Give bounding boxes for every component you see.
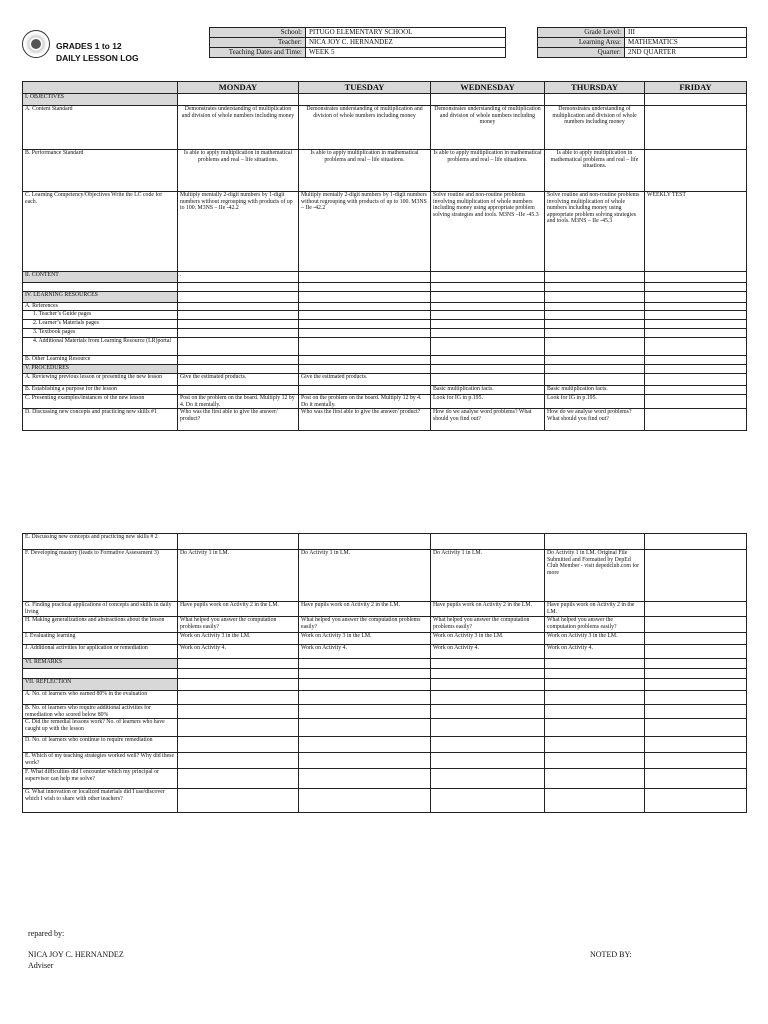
- lesson-row: [23, 106, 747, 150]
- cell-tuesday: [299, 272, 431, 283]
- cell-thursday: Have pupils work on Activity 2 in the LM.: [545, 602, 645, 617]
- row-label: VII. REFLECTION: [23, 679, 178, 691]
- cell-thursday: Is able to apply multiplication in mathematical problems and real – life situations.: [545, 150, 645, 192]
- title-line1: GRADES 1 to 12: [56, 41, 122, 51]
- row-label: J. Additional activities for application or remediation: [23, 645, 178, 659]
- cell-friday: [645, 106, 747, 150]
- cell-monday: [178, 292, 299, 303]
- cell-tuesday: [299, 320, 431, 329]
- row-label: H. Making generalizations and abstractions about the lesson: [23, 617, 178, 633]
- lesson-log-table-part1: [22, 81, 747, 431]
- cell-monday: [178, 737, 299, 753]
- cell-thursday: [545, 320, 645, 329]
- log-title: [56, 40, 139, 64]
- row-label: I. Evaluating learning: [23, 633, 178, 645]
- cell-tuesday: [299, 737, 431, 753]
- lesson-row: [23, 550, 747, 602]
- row-label: A. References: [23, 303, 178, 311]
- corner-cell: [23, 82, 178, 94]
- cell-friday: [645, 311, 747, 320]
- row-label: 2. Learner’s Materials pages: [23, 320, 178, 329]
- cell-thursday: [545, 356, 645, 365]
- cell-thursday: [545, 94, 645, 106]
- lesson-row: [23, 386, 747, 395]
- cell-wednesday: Demonstrates understanding of multiplication and division of whole numbers including money: [431, 106, 545, 150]
- cell-tuesday: [299, 94, 431, 106]
- cell-friday: [645, 272, 747, 283]
- cell-tuesday: [299, 303, 431, 311]
- dates-value: WEEK 5: [306, 48, 506, 58]
- row-label: IV. LEARNING RESOURCES: [23, 292, 178, 303]
- cell-wednesday: [431, 272, 545, 283]
- cell-wednesday: [431, 679, 545, 691]
- cell-thursday: [545, 753, 645, 769]
- grade-label: Grade Level:: [538, 28, 625, 38]
- lesson-row: [23, 534, 747, 550]
- cell-tuesday: [299, 789, 431, 813]
- cell-monday: [178, 769, 299, 789]
- cell-wednesday: [431, 320, 545, 329]
- school-label: School:: [210, 28, 306, 38]
- lesson-row: [23, 659, 747, 669]
- header-info-table: [209, 27, 747, 58]
- lesson-row: [23, 633, 747, 645]
- lesson-row: [23, 365, 747, 374]
- lesson-row: [23, 669, 747, 679]
- cell-wednesday: [431, 94, 545, 106]
- day-monday: MONDAY: [178, 82, 299, 94]
- cell-thursday: [545, 679, 645, 691]
- cell-tuesday: [299, 329, 431, 338]
- cell-monday: [178, 789, 299, 813]
- day-thursday: THURSDAY: [545, 82, 645, 94]
- cell-friday: [645, 292, 747, 303]
- cell-friday: [645, 659, 747, 669]
- row-label: B. No. of learners who require additional activities for remediation who scored below 80%: [23, 705, 178, 719]
- cell-friday: [645, 329, 747, 338]
- cell-thursday: [545, 272, 645, 283]
- cell-thursday: [545, 338, 645, 356]
- cell-tuesday: [299, 292, 431, 303]
- cell-friday: [645, 789, 747, 813]
- lesson-row: [23, 753, 747, 769]
- row-label: II. CONTENT: [23, 272, 178, 283]
- lesson-row: [23, 769, 747, 789]
- lesson-row: [23, 192, 747, 272]
- lesson-row: [23, 356, 747, 365]
- noted-by-label: NOTED BY:: [590, 950, 632, 959]
- cell-thursday: [545, 691, 645, 705]
- grade-value: III: [625, 28, 747, 38]
- lesson-row: [23, 789, 747, 813]
- row-label: 3. Textbook pages: [23, 329, 178, 338]
- cell-monday: Give the estimated products.: [178, 374, 299, 386]
- cell-monday: [178, 705, 299, 719]
- lesson-row: [23, 617, 747, 633]
- cell-wednesday: Have pupils work on Activity 2 in the LM.: [431, 602, 545, 617]
- cell-wednesday: Work on Activity 4.: [431, 645, 545, 659]
- row-label: B. Other Learning Resource: [23, 356, 178, 365]
- row-label: A. Content Standard: [23, 106, 178, 150]
- row-label: A. Reviewing previous lesson or presenting the new lesson: [23, 374, 178, 386]
- lesson-row: [23, 719, 747, 737]
- quarter-label: Quarter:: [538, 48, 625, 58]
- preparer-position: Adviser: [28, 961, 54, 970]
- cell-thursday: Basic multiplication facts.: [545, 386, 645, 395]
- cell-friday: [645, 769, 747, 789]
- cell-friday: [645, 753, 747, 769]
- cell-monday: .: [178, 272, 299, 283]
- day-tuesday: TUESDAY: [299, 82, 431, 94]
- cell-tuesday: What helped you answer the computation problems easily?: [299, 617, 431, 633]
- cell-wednesday: [431, 669, 545, 679]
- cell-friday: [645, 633, 747, 645]
- cell-thursday: How do we analyse word problems? What should you find out?: [545, 409, 645, 431]
- cell-tuesday: Do Activity 1 in LM.: [299, 550, 431, 602]
- cell-wednesday: [431, 283, 545, 292]
- school-value: PITUGO ELEMENTARY SCHOOL: [306, 28, 506, 38]
- cell-monday: [178, 753, 299, 769]
- row-label: C. Did the remedial lessons work? No. of learners who have caught up with the lesson: [23, 719, 178, 737]
- cell-wednesday: [431, 311, 545, 320]
- cell-friday: [645, 409, 747, 431]
- cell-thursday: [545, 283, 645, 292]
- row-label: D. No. of learners who continue to require remediation: [23, 737, 178, 753]
- cell-tuesday: [299, 669, 431, 679]
- cell-monday: Post on the problem on the board. Multiply 12 by 4. Do it mentally.: [178, 395, 299, 409]
- cell-wednesday: [431, 719, 545, 737]
- cell-thursday: Work on Activity 4.: [545, 645, 645, 659]
- cell-friday: [645, 534, 747, 550]
- cell-friday: [645, 150, 747, 192]
- cell-thursday: [545, 311, 645, 320]
- cell-thursday: Work on Activity 3 in the LM.: [545, 633, 645, 645]
- row-label: G. Finding practical applications of concepts and skills in daily living: [23, 602, 178, 617]
- lesson-row: [23, 283, 747, 292]
- cell-friday: [645, 705, 747, 719]
- prepared-by-label: repared by:: [28, 929, 65, 938]
- teacher-value: NICA JOY C. HERNANDEZ: [306, 38, 506, 48]
- cell-wednesday: Basic multiplication facts.: [431, 386, 545, 395]
- cell-tuesday: Give the estimated products.: [299, 374, 431, 386]
- cell-thursday: [545, 329, 645, 338]
- lesson-row: [23, 409, 747, 431]
- cell-monday: [178, 365, 299, 374]
- row-label: D. Discussing new concepts and practicing new skills #1: [23, 409, 178, 431]
- cell-friday: [645, 602, 747, 617]
- cell-tuesday: [299, 365, 431, 374]
- cell-wednesday: [431, 292, 545, 303]
- cell-thursday: Look for IG in p.195.: [545, 395, 645, 409]
- lesson-row: [23, 303, 747, 311]
- cell-friday: [645, 356, 747, 365]
- cell-friday: [645, 365, 747, 374]
- cell-thursday: Solve routine and non-routine problems involving multiplication of whole numbers including money using appropriate problem solving strategies and tools. M3NS – IIe -45.3: [545, 192, 645, 272]
- cell-tuesday: [299, 311, 431, 320]
- cell-tuesday: [299, 753, 431, 769]
- cell-wednesday: [431, 365, 545, 374]
- dates-label: Teaching Dates and Time:: [210, 48, 306, 58]
- cell-thursday: [545, 705, 645, 719]
- lesson-row: [23, 272, 747, 283]
- lesson-row: [23, 602, 747, 617]
- teacher-label: Teacher:: [210, 38, 306, 48]
- cell-wednesday: [431, 753, 545, 769]
- cell-friday: [645, 320, 747, 329]
- cell-monday: What helped you answer the computation problems easily?: [178, 617, 299, 633]
- cell-wednesday: [431, 659, 545, 669]
- cell-friday: [645, 374, 747, 386]
- cell-monday: [178, 386, 299, 395]
- row-label: [23, 283, 178, 292]
- cell-monday: [178, 356, 299, 365]
- cell-thursday: [545, 719, 645, 737]
- cell-friday: [645, 338, 747, 356]
- cell-tuesday: [299, 534, 431, 550]
- cell-tuesday: [299, 356, 431, 365]
- row-label: C. Learning Competency/Objectives Write the LC code for each.: [23, 192, 178, 272]
- cell-thursday: [545, 374, 645, 386]
- cell-thursday: Demonstrates understanding of multiplication and division of whole numbers including money: [545, 106, 645, 150]
- cell-thursday: [545, 303, 645, 311]
- lesson-row: [23, 691, 747, 705]
- cell-monday: [178, 320, 299, 329]
- cell-wednesday: [431, 534, 545, 550]
- cell-wednesday: [431, 338, 545, 356]
- cell-tuesday: [299, 338, 431, 356]
- lesson-row: [23, 292, 747, 303]
- cell-tuesday: Work on Activity 3 in the LM.: [299, 633, 431, 645]
- cell-tuesday: [299, 769, 431, 789]
- area-value: MATHEMATICS: [625, 38, 747, 48]
- cell-tuesday: [299, 691, 431, 705]
- cell-wednesday: What helped you answer the computation problems easily?: [431, 617, 545, 633]
- lesson-row: [23, 374, 747, 386]
- cell-wednesday: [431, 789, 545, 813]
- cell-tuesday: Have pupils work on Activity 2 in the LM.: [299, 602, 431, 617]
- day-header-row: [23, 82, 747, 94]
- cell-monday: [178, 303, 299, 311]
- row-label: B. Performance Standard: [23, 150, 178, 192]
- day-wednesday: WEDNESDAY: [431, 82, 545, 94]
- cell-thursday: Do Activity 1 in LM. Original File Submitted and Formatted by DepEd Club Member - visit depedclub.com for more: [545, 550, 645, 602]
- cell-monday: Work on Activity 4.: [178, 645, 299, 659]
- cell-tuesday: Demonstrates understanding of multiplication and division of whole numbers including money: [299, 106, 431, 150]
- cell-tuesday: Work on Activity 4.: [299, 645, 431, 659]
- row-label: G. What innovation or localized materials did I use/discover which I wish to share with other teachers?: [23, 789, 178, 813]
- cell-wednesday: Is able to apply multiplication in mathematical problems and real – life situations.: [431, 150, 545, 192]
- cell-friday: [645, 550, 747, 602]
- cell-monday: Multiply mentally 2-digit numbers by 1-digit numbers without regrouping with products of up to 100. M3NS – IIe -42.2: [178, 192, 299, 272]
- cell-monday: [178, 283, 299, 292]
- row-label: VI. REMARKS: [23, 659, 178, 669]
- cell-friday: [645, 283, 747, 292]
- cell-friday: [645, 679, 747, 691]
- row-label: F. What difficulties did I encounter which my principal or supervisor can help me solve?: [23, 769, 178, 789]
- preparer-name: NICA JOY C. HERNANDEZ: [28, 950, 124, 959]
- cell-thursday: [545, 737, 645, 753]
- cell-wednesday: [431, 374, 545, 386]
- cell-monday: [178, 338, 299, 356]
- lesson-log-table-part2: [22, 533, 747, 813]
- cell-tuesday: [299, 705, 431, 719]
- row-label: F. Developing mastery (leads to Formative Assessment 3): [23, 550, 178, 602]
- lesson-row: [23, 329, 747, 338]
- lesson-row: [23, 645, 747, 659]
- cell-monday: Who was the first able to give the answer/ product?: [178, 409, 299, 431]
- lesson-row: [23, 150, 747, 192]
- cell-friday: [645, 395, 747, 409]
- cell-thursday: [545, 789, 645, 813]
- cell-tuesday: Is able to apply multiplication in mathematical problems and real – life situations.: [299, 150, 431, 192]
- row-label: A. No. of learners who earned 80% in the evaluation: [23, 691, 178, 705]
- cell-wednesday: [431, 329, 545, 338]
- lesson-row: [23, 705, 747, 719]
- cell-friday: WEEKLY TEST: [645, 192, 747, 272]
- cell-wednesday: [431, 691, 545, 705]
- cell-thursday: What helped you answer the computation problems easily?: [545, 617, 645, 633]
- cell-thursday: [545, 769, 645, 789]
- cell-thursday: [545, 659, 645, 669]
- cell-tuesday: [299, 283, 431, 292]
- lesson-row: [23, 94, 747, 106]
- row-label: E. Discussing new concepts and practicing new skills # 2: [23, 534, 178, 550]
- cell-monday: [178, 94, 299, 106]
- cell-friday: [645, 719, 747, 737]
- cell-wednesday: [431, 737, 545, 753]
- cell-friday: [645, 94, 747, 106]
- cell-wednesday: Work on Activity 3 in the LM.: [431, 633, 545, 645]
- cell-monday: [178, 691, 299, 705]
- day-friday: FRIDAY: [645, 82, 747, 94]
- cell-friday: [645, 386, 747, 395]
- cell-friday: [645, 737, 747, 753]
- lesson-row: [23, 395, 747, 409]
- cell-monday: [178, 679, 299, 691]
- deped-seal-icon: [22, 30, 50, 58]
- lesson-row: [23, 737, 747, 753]
- row-label: B. Establishing a purpose for the lesson: [23, 386, 178, 395]
- cell-tuesday: [299, 679, 431, 691]
- lesson-row: [23, 679, 747, 691]
- area-label: Learning Area:: [538, 38, 625, 48]
- row-label: I. OBJECTIVES: [23, 94, 178, 106]
- cell-thursday: [545, 292, 645, 303]
- cell-monday: Is able to apply multiplication in mathematical problems and real – life situations.: [178, 150, 299, 192]
- row-label: V. PROCEDURES: [23, 365, 178, 374]
- cell-tuesday: Multiply mentally 2-digit numbers by 1-digit numbers without regrouping with products of up to 100. M3NS – IIe -42.2: [299, 192, 431, 272]
- cell-monday: [178, 719, 299, 737]
- cell-wednesday: Do Activity 1 in LM.: [431, 550, 545, 602]
- cell-friday: [645, 303, 747, 311]
- cell-monday: Demonstrates understanding of multiplication and division of whole numbers including money: [178, 106, 299, 150]
- title-line2: DAILY LESSON LOG: [56, 53, 139, 63]
- cell-friday: [645, 617, 747, 633]
- row-label: 1. Teacher’s Guide pages: [23, 311, 178, 320]
- lesson-row: [23, 338, 747, 356]
- lesson-row: [23, 311, 747, 320]
- row-label: C. Presenting examples/instances of the new lesson: [23, 395, 178, 409]
- cell-wednesday: How do we analyse word problems? What should you find out?: [431, 409, 545, 431]
- cell-tuesday: [299, 659, 431, 669]
- row-label: E. Which of my teaching strategies worked well? Why did these work?: [23, 753, 178, 769]
- cell-monday: [178, 311, 299, 320]
- cell-thursday: [545, 669, 645, 679]
- cell-friday: [645, 691, 747, 705]
- cell-wednesday: [431, 769, 545, 789]
- cell-monday: Work on Activity 3 in the LM.: [178, 633, 299, 645]
- cell-monday: Have pupils work on Activity 2 in the LM.: [178, 602, 299, 617]
- cell-wednesday: Solve routine and non-routine problems involving multiplication of whole numbers including money using appropriate problem solving strategies and tools. M3NS –IIe -45.3: [431, 192, 545, 272]
- cell-tuesday: [299, 719, 431, 737]
- cell-friday: [645, 669, 747, 679]
- row-label: 4. Additional Materials from Learning Resource (LR)portal: [23, 338, 178, 356]
- cell-thursday: [545, 365, 645, 374]
- cell-monday: [178, 669, 299, 679]
- row-label: [23, 669, 178, 679]
- cell-friday: [645, 645, 747, 659]
- cell-thursday: [545, 534, 645, 550]
- cell-monday: Do Activity 1 in LM.: [178, 550, 299, 602]
- cell-tuesday: Post on the problem on the board. Multiply 12 by 4. Do it mentally.: [299, 395, 431, 409]
- lesson-row: [23, 320, 747, 329]
- quarter-value: 2ND QUARTER: [625, 48, 747, 58]
- cell-monday: [178, 329, 299, 338]
- cell-wednesday: [431, 705, 545, 719]
- cell-tuesday: Who was the first able to give the answer/ product?: [299, 409, 431, 431]
- cell-monday: [178, 534, 299, 550]
- cell-wednesday: [431, 356, 545, 365]
- cell-wednesday: [431, 303, 545, 311]
- cell-wednesday: Look for IG in p.195.: [431, 395, 545, 409]
- cell-tuesday: [299, 386, 431, 395]
- cell-monday: [178, 659, 299, 669]
